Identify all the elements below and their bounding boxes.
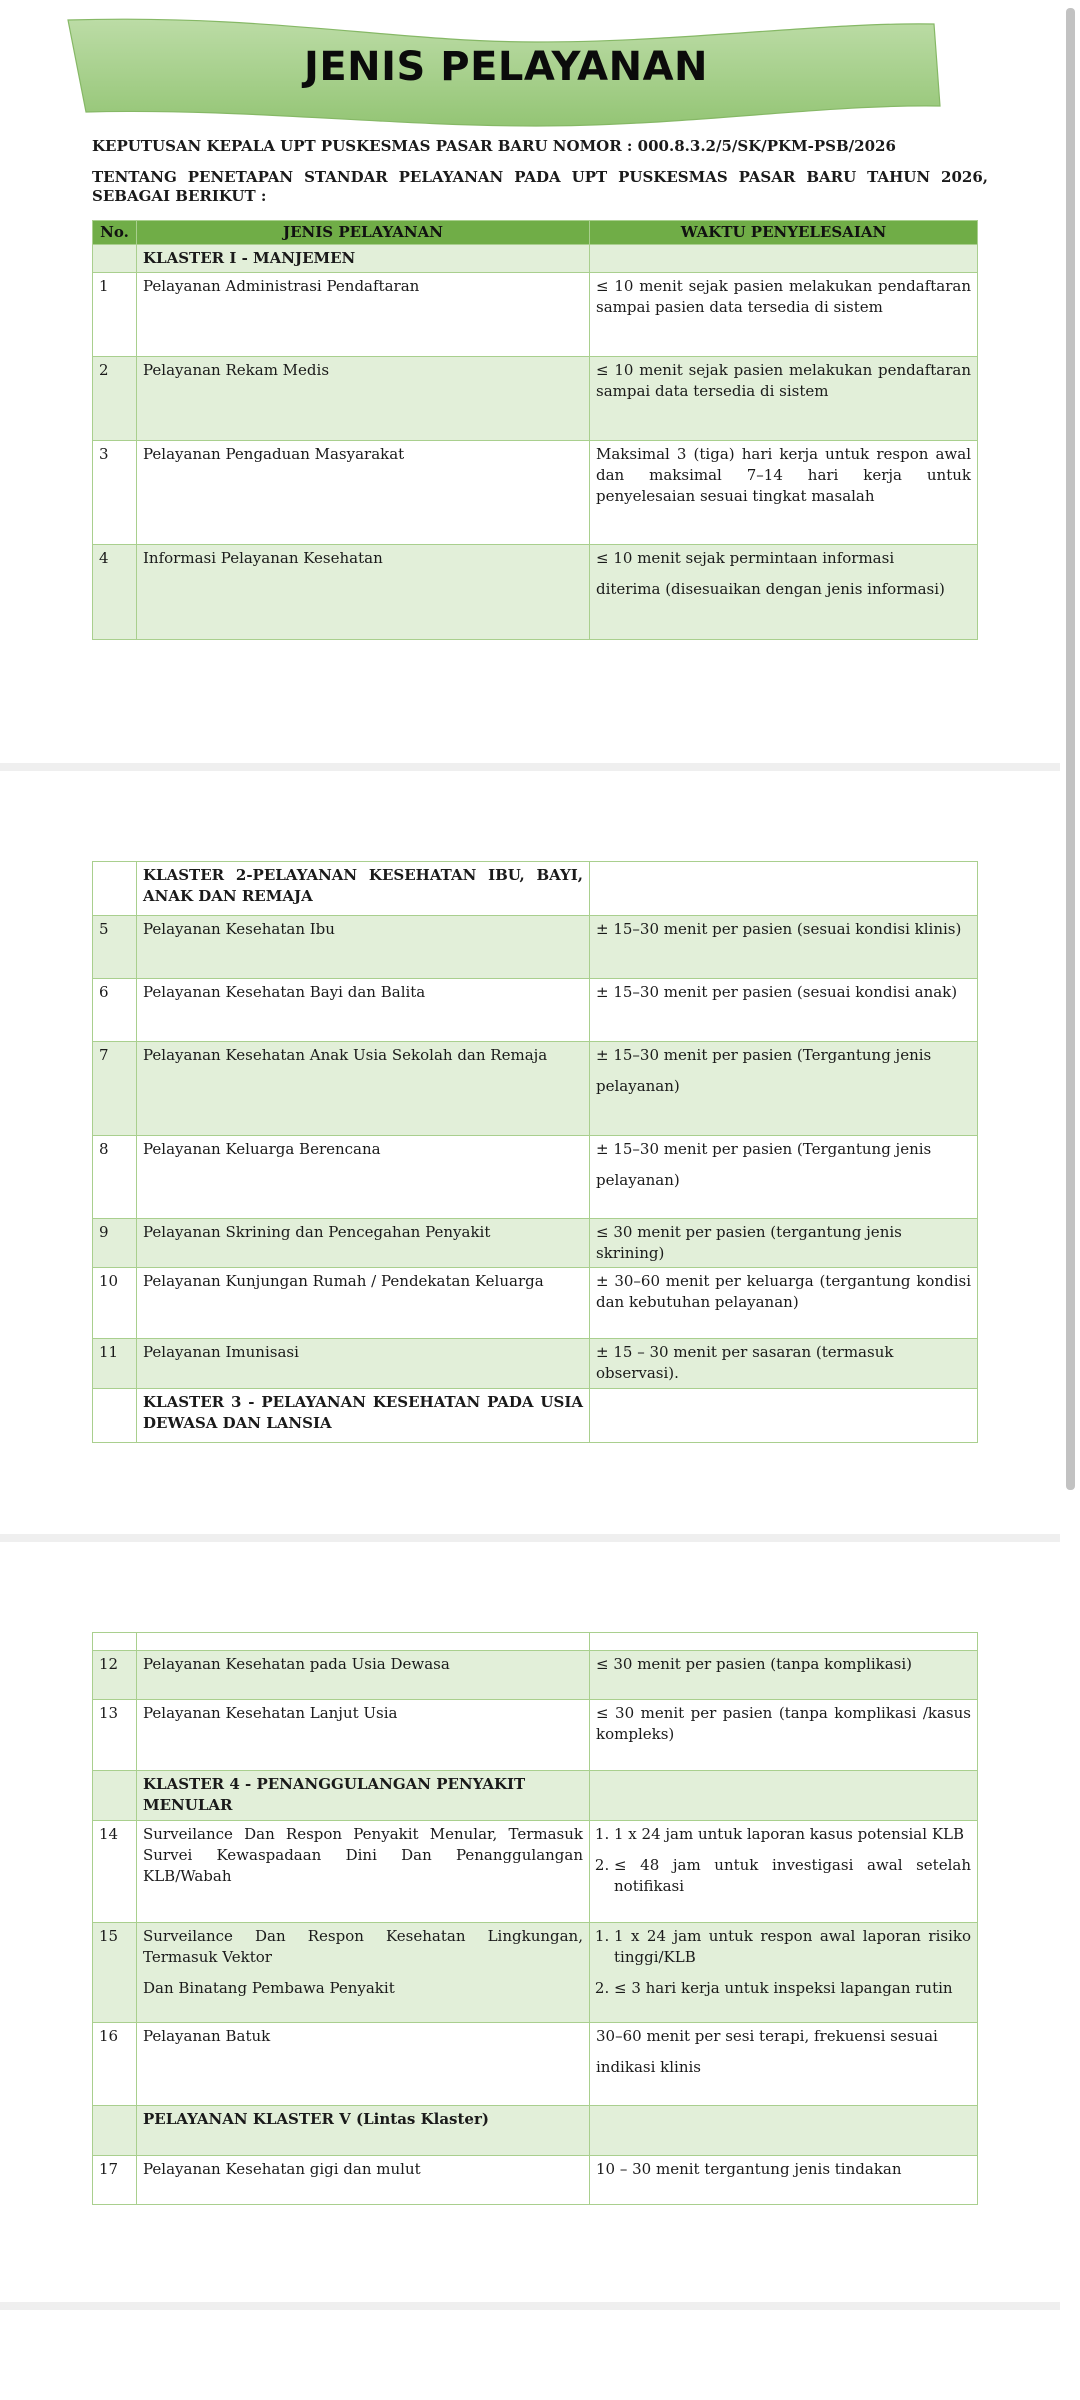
row-time: ± 15–30 menit per pasien (sesuai kondisi klinis) (590, 916, 978, 979)
cluster-row (93, 1771, 978, 1821)
table-row (93, 2023, 978, 2106)
row-service: Informasi Pelayanan Kesehatan (137, 545, 590, 640)
table-header-row (93, 221, 978, 245)
table-row (93, 1339, 978, 1389)
cluster-row (93, 245, 978, 273)
row-number: 16 (93, 2023, 137, 2106)
row-time: ≤ 10 menit sejak pasien melakukan pendaftaran sampai pasien data tersedia di sistem (590, 273, 978, 357)
table-row (93, 545, 978, 640)
row-time: ± 15–30 menit per pasien (Tergantung jenis pelayanan) (590, 1042, 978, 1136)
table-row (93, 273, 978, 357)
row-time: ± 15–30 menit per pasien (sesuai kondisi anak) (590, 979, 978, 1042)
row-time: ± 15–30 menit per pasien (Tergantung jenis pelayanan) (590, 1136, 978, 1219)
services-table-part-3 (92, 1632, 978, 2205)
time-list: 1. 1 x 24 jam untuk respon awal laporan risiko tinggi/KLB 2. ≤ 3 hari kerja untuk inspeksi lapangan rutin (596, 1926, 971, 1999)
row-service: Pelayanan Imunisasi (137, 1339, 590, 1389)
row-service: Surveilance Dan Respon Kesehatan Lingkungan, Termasuk Vektor Dan Binatang Pembawa Penyakit (137, 1923, 590, 2023)
table-row (93, 1821, 978, 1923)
table-row (93, 916, 978, 979)
row-service: Pelayanan Keluarga Berencana (137, 1136, 590, 1219)
row-number: 17 (93, 2156, 137, 2205)
row-number: 13 (93, 1700, 137, 1771)
table-row (93, 1136, 978, 1219)
page-separator (0, 2302, 1060, 2310)
row-time: ≤ 30 menit per pasien (tanpa komplikasi /kasus kompleks) (590, 1700, 978, 1771)
time-list: 1. 1 x 24 jam untuk laporan kasus potensial KLB 2. ≤ 48 jam untuk investigasi awal setelah notifikasi (596, 1824, 971, 1897)
cluster-title: KLASTER 4 - PENANGGULANGAN PENYAKIT MENULAR (137, 1771, 590, 1821)
table-row (93, 357, 978, 441)
row-service: Pelayanan Kesehatan Lanjut Usia (137, 1700, 590, 1771)
page-title: JENIS PELAYANAN (303, 44, 709, 90)
row-number: 4 (93, 545, 137, 640)
row-number: 7 (93, 1042, 137, 1136)
row-time: 30–60 menit per sesi terapi, frekuensi sesuai indikasi klinis (590, 2023, 978, 2106)
decree-subject: TENTANG PENETAPAN STANDAR PELAYANAN PADA UPT PUSKESMAS PASAR BARU TAHUN 2026, SEBAGAI BERIKUT : (92, 168, 988, 205)
row-number: 8 (93, 1136, 137, 1219)
cluster-row (93, 862, 978, 916)
row-time: ≤ 10 menit sejak permintaan informasi diterima (disesuaikan dengan jenis informasi) (590, 545, 978, 640)
row-number: 14 (93, 1821, 137, 1923)
row-service: Pelayanan Administrasi Pendaftaran (137, 273, 590, 357)
row-time: ± 30–60 menit per keluarga (tergantung kondisi dan kebutuhan pelayanan) (590, 1268, 978, 1339)
cluster-title: KLASTER I - MANJEMEN (137, 245, 590, 273)
table-row (93, 441, 978, 545)
row-service: Surveilance Dan Respon Penyakit Menular, Termasuk Survei Kewaspadaan Dini Dan Penanggulangan KLB/Wabah (137, 1821, 590, 1923)
row-service: Pelayanan Kesehatan Anak Usia Sekolah dan Remaja (137, 1042, 590, 1136)
scrollbar-thumb[interactable] (1066, 8, 1075, 1490)
row-time: ≤ 30 menit per pasien (tergantung jenis skrining) (590, 1219, 978, 1268)
row-number: 3 (93, 441, 137, 545)
row-number: 15 (93, 1923, 137, 2023)
table-row (93, 979, 978, 1042)
row-number: 10 (93, 1268, 137, 1339)
cluster-row (93, 2106, 978, 2156)
table-row (93, 1219, 978, 1268)
header-no: No. (93, 221, 137, 245)
services-table-part-2 (92, 861, 978, 1443)
header-time: WAKTU PENYELESAIAN (590, 221, 978, 245)
row-service: Pelayanan Rekam Medis (137, 357, 590, 441)
row-service: Pelayanan Kunjungan Rumah / Pendekatan Keluarga (137, 1268, 590, 1339)
page-separator (0, 1534, 1060, 1542)
row-number: 9 (93, 1219, 137, 1268)
header-service: JENIS PELAYANAN (137, 221, 590, 245)
decree-number: KEPUTUSAN KEPALA UPT PUSKESMAS PASAR BARU NOMOR : 000.8.3.2/5/SK/PKM-PSB/2026 (92, 137, 896, 155)
row-time: ≤ 10 menit sejak pasien melakukan pendaftaran sampai data tersedia di sistem (590, 357, 978, 441)
row-service: Pelayanan Kesehatan Ibu (137, 916, 590, 979)
row-service: Pelayanan Batuk (137, 2023, 590, 2106)
cluster-title: KLASTER 2-PELAYANAN KESEHATAN IBU, BAYI, ANAK DAN REMAJA (137, 862, 590, 916)
scrollbar-track[interactable] (1060, 0, 1080, 2400)
row-time (590, 1821, 978, 1923)
row-service: Pelayanan Kesehatan pada Usia Dewasa (137, 1651, 590, 1700)
row-time: Maksimal 3 (tiga) hari kerja untuk respon awal dan maksimal 7–14 hari kerja untuk penyelesaian sesuai tingkat masalah (590, 441, 978, 545)
row-number: 5 (93, 916, 137, 979)
table-row-spacer (93, 1633, 978, 1651)
row-number: 11 (93, 1339, 137, 1389)
row-time: 10 – 30 menit tergantung jenis tindakan (590, 2156, 978, 2205)
row-service: Pelayanan Kesehatan gigi dan mulut (137, 2156, 590, 2205)
cluster-row (93, 1389, 978, 1443)
cluster-title: PELAYANAN KLASTER V (Lintas Klaster) (137, 2106, 590, 2156)
table-row (93, 2156, 978, 2205)
row-time: ± 15 – 30 menit per sasaran (termasuk observasi). (590, 1339, 978, 1389)
row-number: 12 (93, 1651, 137, 1700)
table-row (93, 1923, 978, 2023)
row-number: 2 (93, 357, 137, 441)
table-row (93, 1268, 978, 1339)
row-service: Pelayanan Skrining dan Pencegahan Penyakit (137, 1219, 590, 1268)
row-service: Pelayanan Kesehatan Bayi dan Balita (137, 979, 590, 1042)
table-row (93, 1651, 978, 1700)
row-number: 1 (93, 273, 137, 357)
row-time (590, 1923, 978, 2023)
row-time: ≤ 30 menit per pasien (tanpa komplikasi) (590, 1651, 978, 1700)
page-separator (0, 763, 1060, 771)
services-table-part-1 (92, 220, 978, 640)
table-row (93, 1700, 978, 1771)
row-service: Pelayanan Pengaduan Masyarakat (137, 441, 590, 545)
cluster-title: KLASTER 3 - PELAYANAN KESEHATAN PADA USIA DEWASA DAN LANSIA (137, 1389, 590, 1443)
row-number: 6 (93, 979, 137, 1042)
table-row (93, 1042, 978, 1136)
